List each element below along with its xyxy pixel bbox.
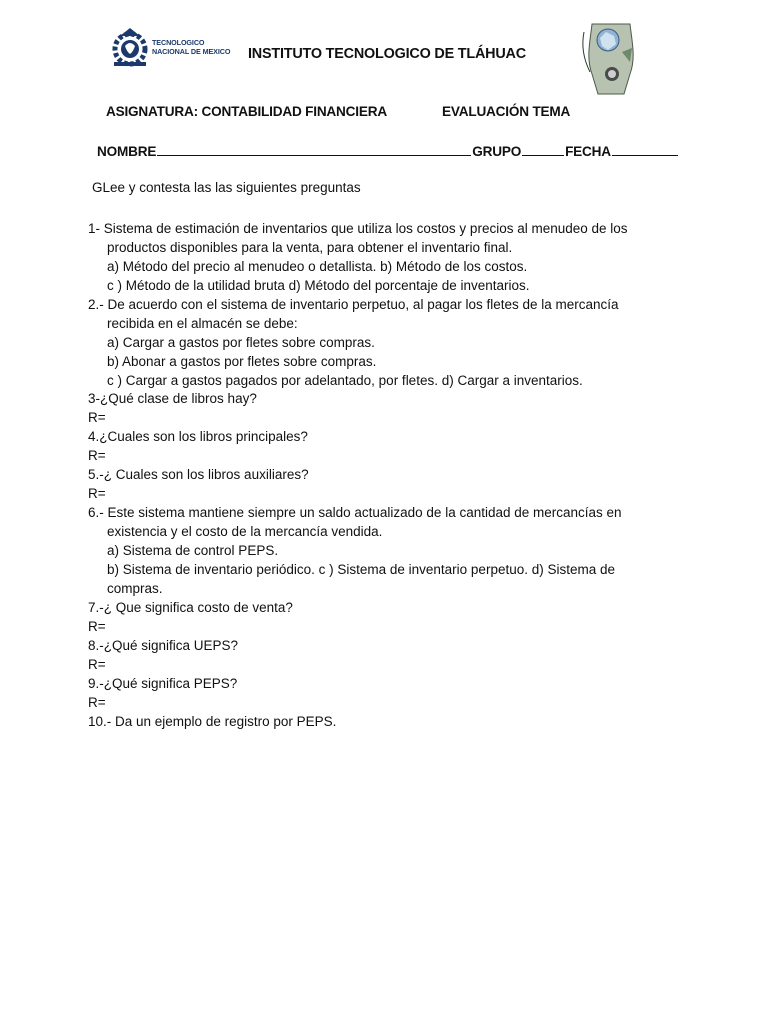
- tecnm-emblem-icon: [110, 24, 150, 74]
- tecnm-logo-line1: TECNOLOGICO: [152, 38, 205, 47]
- question-5: 5.-¿ Cuales son los libros auxiliares?: [88, 467, 309, 482]
- itt-seal: [578, 12, 644, 96]
- instructions-text: GLee y contesta las las siguientes preguntas: [92, 180, 361, 195]
- answer-5-field[interactable]: R=: [88, 486, 106, 501]
- question-2-option-cd: c ) Cargar a gastos pagados por adelantado, por fletes. d) Cargar a inventarios.: [107, 373, 583, 388]
- student-info-row: [97, 142, 679, 159]
- question-9: 9.-¿Qué significa PEPS?: [88, 676, 238, 691]
- question-1-option-ab: a) Método del precio al menudeo o detallista. b) Método de los costos.: [107, 259, 528, 274]
- question-10: 10.- Da un ejemplo de registro por PEPS.: [88, 714, 337, 729]
- question-2-option-b: b) Abonar a gastos por fletes sobre compras.: [107, 354, 377, 369]
- answer-9-field[interactable]: R=: [88, 695, 106, 710]
- question-1-line-2: productos disponibles para la venta, para obtener el inventario final.: [107, 240, 513, 255]
- tecnm-logo-line2: NACIONAL DE MEXICO: [152, 47, 231, 56]
- group-label: GRUPO: [472, 144, 522, 159]
- answer-7-field[interactable]: R=: [88, 619, 106, 634]
- name-field[interactable]: [157, 142, 471, 156]
- question-6-option-d-cont: compras.: [107, 581, 163, 596]
- question-6-option-bcd: b) Sistema de inventario periódico. c ) Sistema de inventario perpetuo. d) Sistema de: [107, 562, 616, 577]
- question-6-line-1: 6.- Este sistema mantiene siempre un saldo actualizado de la cantidad de mercancías en: [88, 505, 622, 520]
- question-2-line-2: recibida en el almacén se debe:: [107, 316, 298, 331]
- institution-title: INSTITUTO TECNOLOGICO DE TLÁHUAC: [248, 46, 526, 62]
- group-field[interactable]: [522, 142, 564, 156]
- question-4: 4.¿Cuales son los libros principales?: [88, 429, 308, 444]
- subject-label: ASIGNATURA: CONTABILIDAD FINANCIERA: [106, 104, 387, 119]
- question-2-line-1: 2.- De acuerdo con el sistema de inventario perpetuo, al pagar los fletes de la mercancía: [88, 297, 619, 312]
- question-2-option-a: a) Cargar a gastos por fletes sobre compras.: [107, 335, 375, 350]
- answer-4-field[interactable]: R=: [88, 448, 106, 463]
- question-8: 8.-¿Qué significa UEPS?: [88, 638, 239, 653]
- tecnm-logo: [110, 24, 238, 74]
- answer-8-field[interactable]: R=: [88, 657, 106, 672]
- name-label: NOMBRE: [97, 144, 157, 159]
- question-7: 7.-¿ Que significa costo de venta?: [88, 600, 293, 615]
- evaluation-label: EVALUACIÓN TEMA: [442, 104, 571, 119]
- answer-3-field[interactable]: R=: [88, 410, 106, 425]
- date-field[interactable]: [612, 142, 678, 156]
- question-3: 3-¿Qué clase de libros hay?: [88, 391, 257, 406]
- question-6-line-2: existencia y el costo de la mercancía vendida.: [107, 524, 383, 539]
- question-1-option-cd: c ) Método de la utilidad bruta d) Método del porcentaje de inventarios.: [107, 278, 530, 293]
- question-6-option-a: a) Sistema de control PEPS.: [107, 543, 279, 558]
- itt-seal-icon: [578, 12, 644, 96]
- date-label: FECHA: [565, 144, 611, 159]
- question-1-line-1: 1- Sistema de estimación de inventarios que utiliza los costos y precios al menudeo de los: [88, 221, 628, 236]
